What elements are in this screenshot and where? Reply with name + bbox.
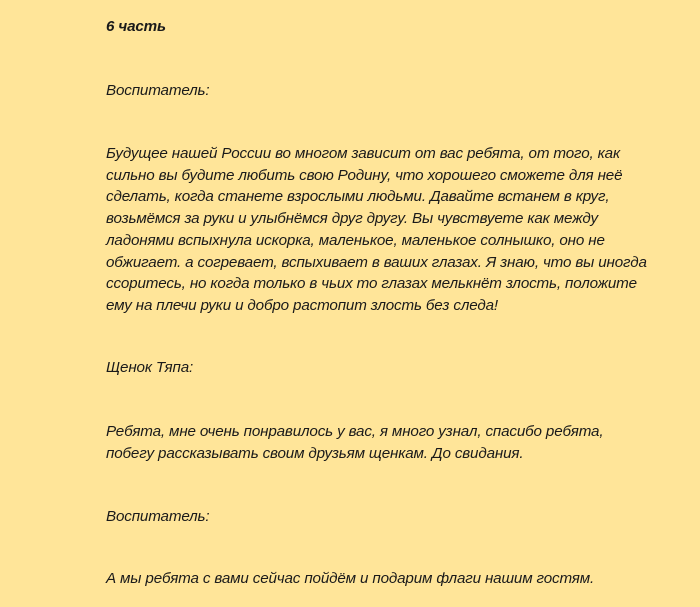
paragraph-line: обжигает. а согревает, вспыхивает в ваших глазах. Я знаю, что вы иногда xyxy=(106,253,647,271)
speaker-label: Воспитатель: xyxy=(106,82,210,99)
paragraph-line: сильно вы будите любить свою Родину, что хорошего сможете для неё xyxy=(106,166,623,184)
speech-paragraph xyxy=(106,421,603,464)
section-title: 6 часть xyxy=(106,18,166,35)
speaker-label: Щенок Тяпа: xyxy=(106,359,194,376)
speaker-label: Воспитатель: xyxy=(106,508,210,525)
speech-paragraph xyxy=(106,143,647,317)
paragraph-line: Будущее нашей России во многом зависит от вас ребята, от того, как xyxy=(106,145,620,162)
speech-paragraph xyxy=(106,568,594,590)
paragraph-line: ему на плечи руки и добро растопит злость без следа! xyxy=(106,296,499,314)
paragraph-line: сделать, когда станете взрослыми людьми. Давайте встанем в круг, xyxy=(106,188,610,206)
paragraph-line: ладонями вспыхнула искорка, маленькое, маленькое солнышко, оно не xyxy=(106,231,605,249)
paragraph-line: возьмёмся за руки и улыбнёмся друг другу. Вы чувствуете как между xyxy=(106,210,598,228)
paragraph-line: ссоритесь, но когда только в чьих то глазах мелькнёт злость, положите xyxy=(106,275,637,293)
paragraph-line: Ребята, мне очень понравилось у вас, я много узнал, спасибо ребята, xyxy=(106,423,604,440)
paragraph-line: А мы ребята с вами сейчас пойдём и подарим флаги нашим гостям. xyxy=(106,570,595,587)
paragraph-line: побегу рассказывать своим друзьям щенкам. До свидания. xyxy=(106,444,524,462)
